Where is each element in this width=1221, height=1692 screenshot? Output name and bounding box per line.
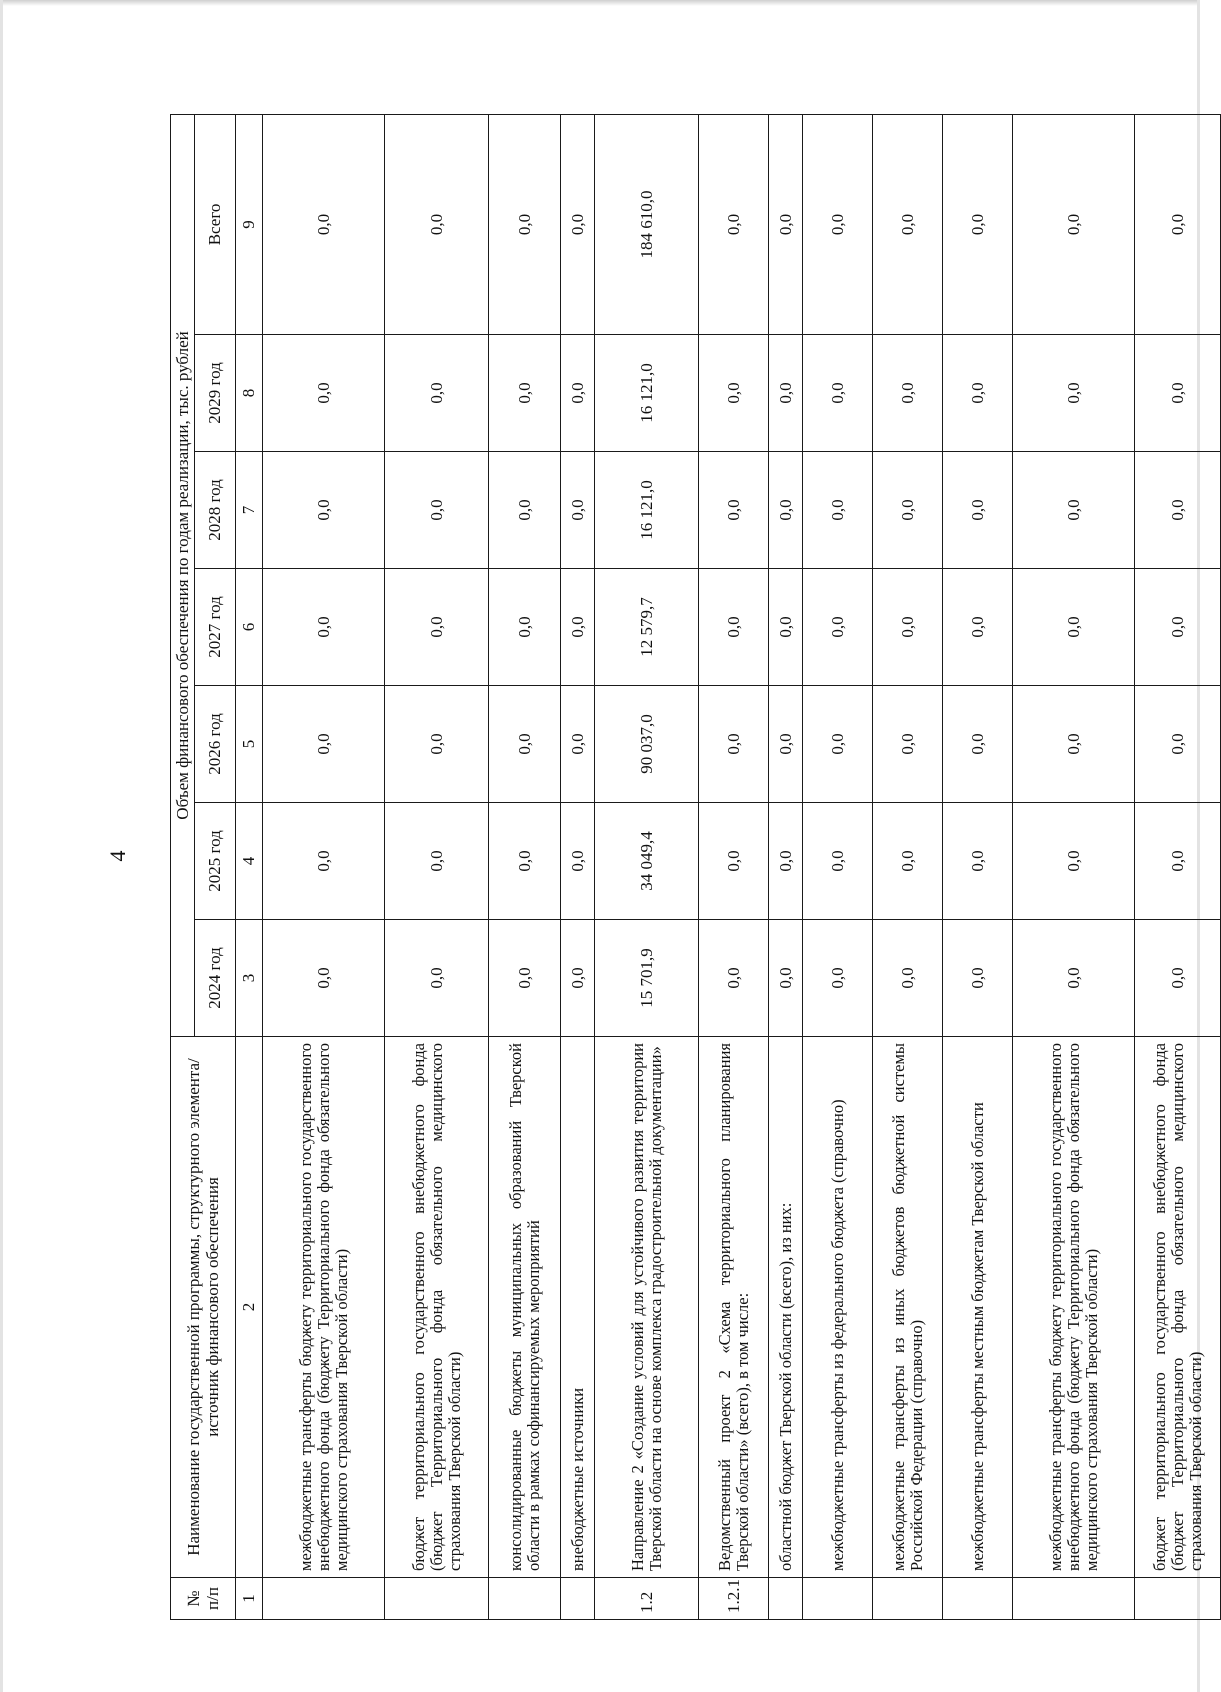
row-value-year: 90 037,0 bbox=[595, 686, 699, 803]
row-value-year: 0,0 bbox=[561, 920, 595, 1037]
row-value-year: 0,0 bbox=[561, 803, 595, 920]
colnum-2: 2 bbox=[236, 1037, 263, 1578]
rotated-table-container bbox=[170, 115, 1205, 1620]
row-value-year: 0,0 bbox=[699, 452, 769, 569]
row-value-year: 0,0 bbox=[1013, 452, 1135, 569]
row-value-total: 0,0 bbox=[263, 114, 385, 334]
row-value-year: 0,0 bbox=[943, 803, 1013, 920]
row-number bbox=[1135, 1578, 1221, 1620]
row-name: Направление 2 «Создание условий для устойчивого развития территории Тверской области на основе комплекса градостроительной документации» bbox=[595, 1037, 699, 1578]
row-value-year: 0,0 bbox=[873, 803, 943, 920]
row-value-year: 0,0 bbox=[385, 335, 489, 452]
header-row-colnums bbox=[236, 114, 263, 1619]
row-name: внебюджетные источники bbox=[561, 1037, 595, 1578]
row-value-year: 0,0 bbox=[489, 920, 561, 1037]
row-value-year: 0,0 bbox=[943, 920, 1013, 1037]
row-value-year: 0,0 bbox=[769, 569, 803, 686]
row-number: 1.2.1 bbox=[699, 1578, 769, 1620]
row-name: консолидированные бюджеты муниципальных образований Тверской области в рамках софинансируемых мероприятий bbox=[489, 1037, 561, 1578]
row-name: межбюджетные трансферты из иных бюджетов бюджетной системы Российской Федерации (справочно) bbox=[873, 1037, 943, 1578]
table-row bbox=[699, 114, 769, 1619]
row-value-year: 0,0 bbox=[1013, 335, 1135, 452]
row-value-total: 0,0 bbox=[1013, 114, 1135, 334]
row-value-year: 0,0 bbox=[1013, 686, 1135, 803]
table-row bbox=[1135, 114, 1221, 1619]
table-row bbox=[385, 114, 489, 1619]
row-value-year: 0,0 bbox=[769, 452, 803, 569]
row-value-total: 0,0 bbox=[803, 114, 873, 334]
table-row bbox=[489, 114, 561, 1619]
header-year-2028: 2028 год bbox=[195, 452, 236, 569]
row-value-year: 0,0 bbox=[263, 686, 385, 803]
row-value-year: 0,0 bbox=[873, 686, 943, 803]
row-value-year: 0,0 bbox=[769, 686, 803, 803]
colnum-9: 9 bbox=[236, 114, 263, 334]
row-value-year: 0,0 bbox=[489, 335, 561, 452]
row-value-year: 0,0 bbox=[263, 920, 385, 1037]
scan-edge-left bbox=[0, 0, 3, 1692]
header-year-2025: 2025 год bbox=[195, 803, 236, 920]
table-body bbox=[263, 114, 1221, 1619]
row-value-year: 0,0 bbox=[385, 920, 489, 1037]
financing-table bbox=[170, 114, 1221, 1620]
scan-edge-top bbox=[0, 0, 1200, 6]
row-number bbox=[803, 1578, 873, 1620]
row-name: Ведомственный проект 2 «Схема территориального планирования Тверской области» (всего), в том числе: bbox=[699, 1037, 769, 1578]
page-number: 4 bbox=[105, 850, 130, 862]
row-value-year: 0,0 bbox=[1135, 452, 1221, 569]
row-number: 1.2 bbox=[595, 1578, 699, 1620]
row-value-year: 0,0 bbox=[1013, 920, 1135, 1037]
row-value-year: 0,0 bbox=[943, 335, 1013, 452]
row-number bbox=[561, 1578, 595, 1620]
row-value-year: 0,0 bbox=[1135, 920, 1221, 1037]
row-value-year: 0,0 bbox=[943, 569, 1013, 686]
row-value-year: 0,0 bbox=[699, 803, 769, 920]
table-row bbox=[943, 114, 1013, 1619]
header-num: № п/п bbox=[171, 1578, 236, 1620]
row-value-year: 0,0 bbox=[803, 569, 873, 686]
row-value-year: 16 121,0 bbox=[595, 335, 699, 452]
row-value-year: 0,0 bbox=[561, 335, 595, 452]
row-value-total: 0,0 bbox=[699, 114, 769, 334]
header-row-1 bbox=[171, 114, 195, 1619]
row-name: бюджет территориального государственного внебюджетного фонда (бюджет Территориального фонда обязательного медицинского страхования Тверской области) bbox=[1135, 1037, 1221, 1578]
table-row bbox=[263, 114, 385, 1619]
row-value-year: 0,0 bbox=[699, 569, 769, 686]
row-value-year: 0,0 bbox=[385, 569, 489, 686]
row-value-year: 0,0 bbox=[943, 686, 1013, 803]
row-value-year: 0,0 bbox=[489, 452, 561, 569]
row-value-year: 0,0 bbox=[873, 335, 943, 452]
row-number bbox=[489, 1578, 561, 1620]
row-value-year: 0,0 bbox=[769, 335, 803, 452]
row-value-year: 0,0 bbox=[1013, 569, 1135, 686]
table-row bbox=[769, 114, 803, 1619]
row-value-year: 15 701,9 bbox=[595, 920, 699, 1037]
row-value-year: 0,0 bbox=[803, 452, 873, 569]
table-row bbox=[803, 114, 873, 1619]
row-value-year: 0,0 bbox=[873, 452, 943, 569]
row-value-year: 0,0 bbox=[489, 686, 561, 803]
row-value-total: 0,0 bbox=[943, 114, 1013, 334]
row-number bbox=[385, 1578, 489, 1620]
row-value-year: 0,0 bbox=[489, 569, 561, 686]
colnum-7: 7 bbox=[236, 452, 263, 569]
row-value-year: 0,0 bbox=[1135, 569, 1221, 686]
row-value-year: 0,0 bbox=[385, 452, 489, 569]
row-value-year: 0,0 bbox=[263, 569, 385, 686]
colnum-5: 5 bbox=[236, 686, 263, 803]
header-year-2026: 2026 год bbox=[195, 686, 236, 803]
row-value-year: 0,0 bbox=[769, 803, 803, 920]
row-value-year: 0,0 bbox=[943, 452, 1013, 569]
row-value-year: 0,0 bbox=[1013, 803, 1135, 920]
table-row bbox=[1013, 114, 1135, 1619]
row-name: межбюджетные трансферты из федерального бюджета (справочно) bbox=[803, 1037, 873, 1578]
row-value-year: 16 121,0 bbox=[595, 452, 699, 569]
row-name: межбюджетные трансферты бюджету территориального государственного внебюджетного фонда (бюджету Территориального фонда обязательного медицинского страхования Тверской области) bbox=[263, 1037, 385, 1578]
row-value-year: 0,0 bbox=[803, 686, 873, 803]
row-value-total: 184 610,0 bbox=[595, 114, 699, 334]
row-value-year: 0,0 bbox=[385, 686, 489, 803]
colnum-4: 4 bbox=[236, 803, 263, 920]
row-value-year: 34 049,4 bbox=[595, 803, 699, 920]
colnum-3: 3 bbox=[236, 920, 263, 1037]
row-name: бюджет территориального государственного внебюджетного фонда (бюджет Территориального фонда обязательного медицинского страхования Тверской области) bbox=[385, 1037, 489, 1578]
colnum-1: 1 bbox=[236, 1578, 263, 1620]
row-name: областной бюджет Тверской области (всего), из них: bbox=[769, 1037, 803, 1578]
header-group: Объем финансового обеспечения по годам реализации, тыс. рублей bbox=[171, 114, 195, 1036]
table-row bbox=[561, 114, 595, 1619]
row-value-year: 0,0 bbox=[803, 920, 873, 1037]
row-value-year: 12 579,7 bbox=[595, 569, 699, 686]
header-name: Наименование государственной программы, структурного элемента/источник финансового обеспечения bbox=[171, 1037, 236, 1578]
row-value-year: 0,0 bbox=[263, 452, 385, 569]
colnum-6: 6 bbox=[236, 569, 263, 686]
row-name: межбюджетные трансферты бюджету территориального государственного внебюджетного фонда (бюджету Территориального фонда обязательного медицинского страхования Тверской области) bbox=[1013, 1037, 1135, 1578]
row-value-year: 0,0 bbox=[769, 920, 803, 1037]
row-number bbox=[943, 1578, 1013, 1620]
row-value-total: 0,0 bbox=[385, 114, 489, 334]
row-value-year: 0,0 bbox=[1135, 803, 1221, 920]
row-value-year: 0,0 bbox=[699, 335, 769, 452]
row-value-year: 0,0 bbox=[803, 803, 873, 920]
row-number bbox=[263, 1578, 385, 1620]
row-number bbox=[769, 1578, 803, 1620]
table-row bbox=[873, 114, 943, 1619]
table-row bbox=[595, 114, 699, 1619]
row-value-year: 0,0 bbox=[561, 452, 595, 569]
row-value-year: 0,0 bbox=[263, 335, 385, 452]
header-year-2024: 2024 год bbox=[195, 920, 236, 1037]
row-number bbox=[1013, 1578, 1135, 1620]
header-year-2027: 2027 год bbox=[195, 569, 236, 686]
row-value-year: 0,0 bbox=[561, 686, 595, 803]
row-number bbox=[873, 1578, 943, 1620]
row-value-year: 0,0 bbox=[263, 803, 385, 920]
row-value-year: 0,0 bbox=[803, 335, 873, 452]
row-name: межбюджетные трансферты местным бюджетам Тверской области bbox=[943, 1037, 1013, 1578]
row-value-year: 0,0 bbox=[561, 569, 595, 686]
row-value-year: 0,0 bbox=[873, 920, 943, 1037]
row-value-year: 0,0 bbox=[873, 569, 943, 686]
row-value-total: 0,0 bbox=[489, 114, 561, 334]
row-value-year: 0,0 bbox=[699, 686, 769, 803]
header-total: Всего bbox=[195, 114, 236, 334]
row-value-year: 0,0 bbox=[1135, 335, 1221, 452]
colnum-8: 8 bbox=[236, 335, 263, 452]
row-value-total: 0,0 bbox=[873, 114, 943, 334]
row-value-total: 0,0 bbox=[769, 114, 803, 334]
row-value-year: 0,0 bbox=[1135, 686, 1221, 803]
row-value-total: 0,0 bbox=[1135, 114, 1221, 334]
row-value-year: 0,0 bbox=[699, 920, 769, 1037]
row-value-year: 0,0 bbox=[489, 803, 561, 920]
header-year-2029: 2029 год bbox=[195, 335, 236, 452]
row-value-year: 0,0 bbox=[385, 803, 489, 920]
row-value-total: 0,0 bbox=[561, 114, 595, 334]
